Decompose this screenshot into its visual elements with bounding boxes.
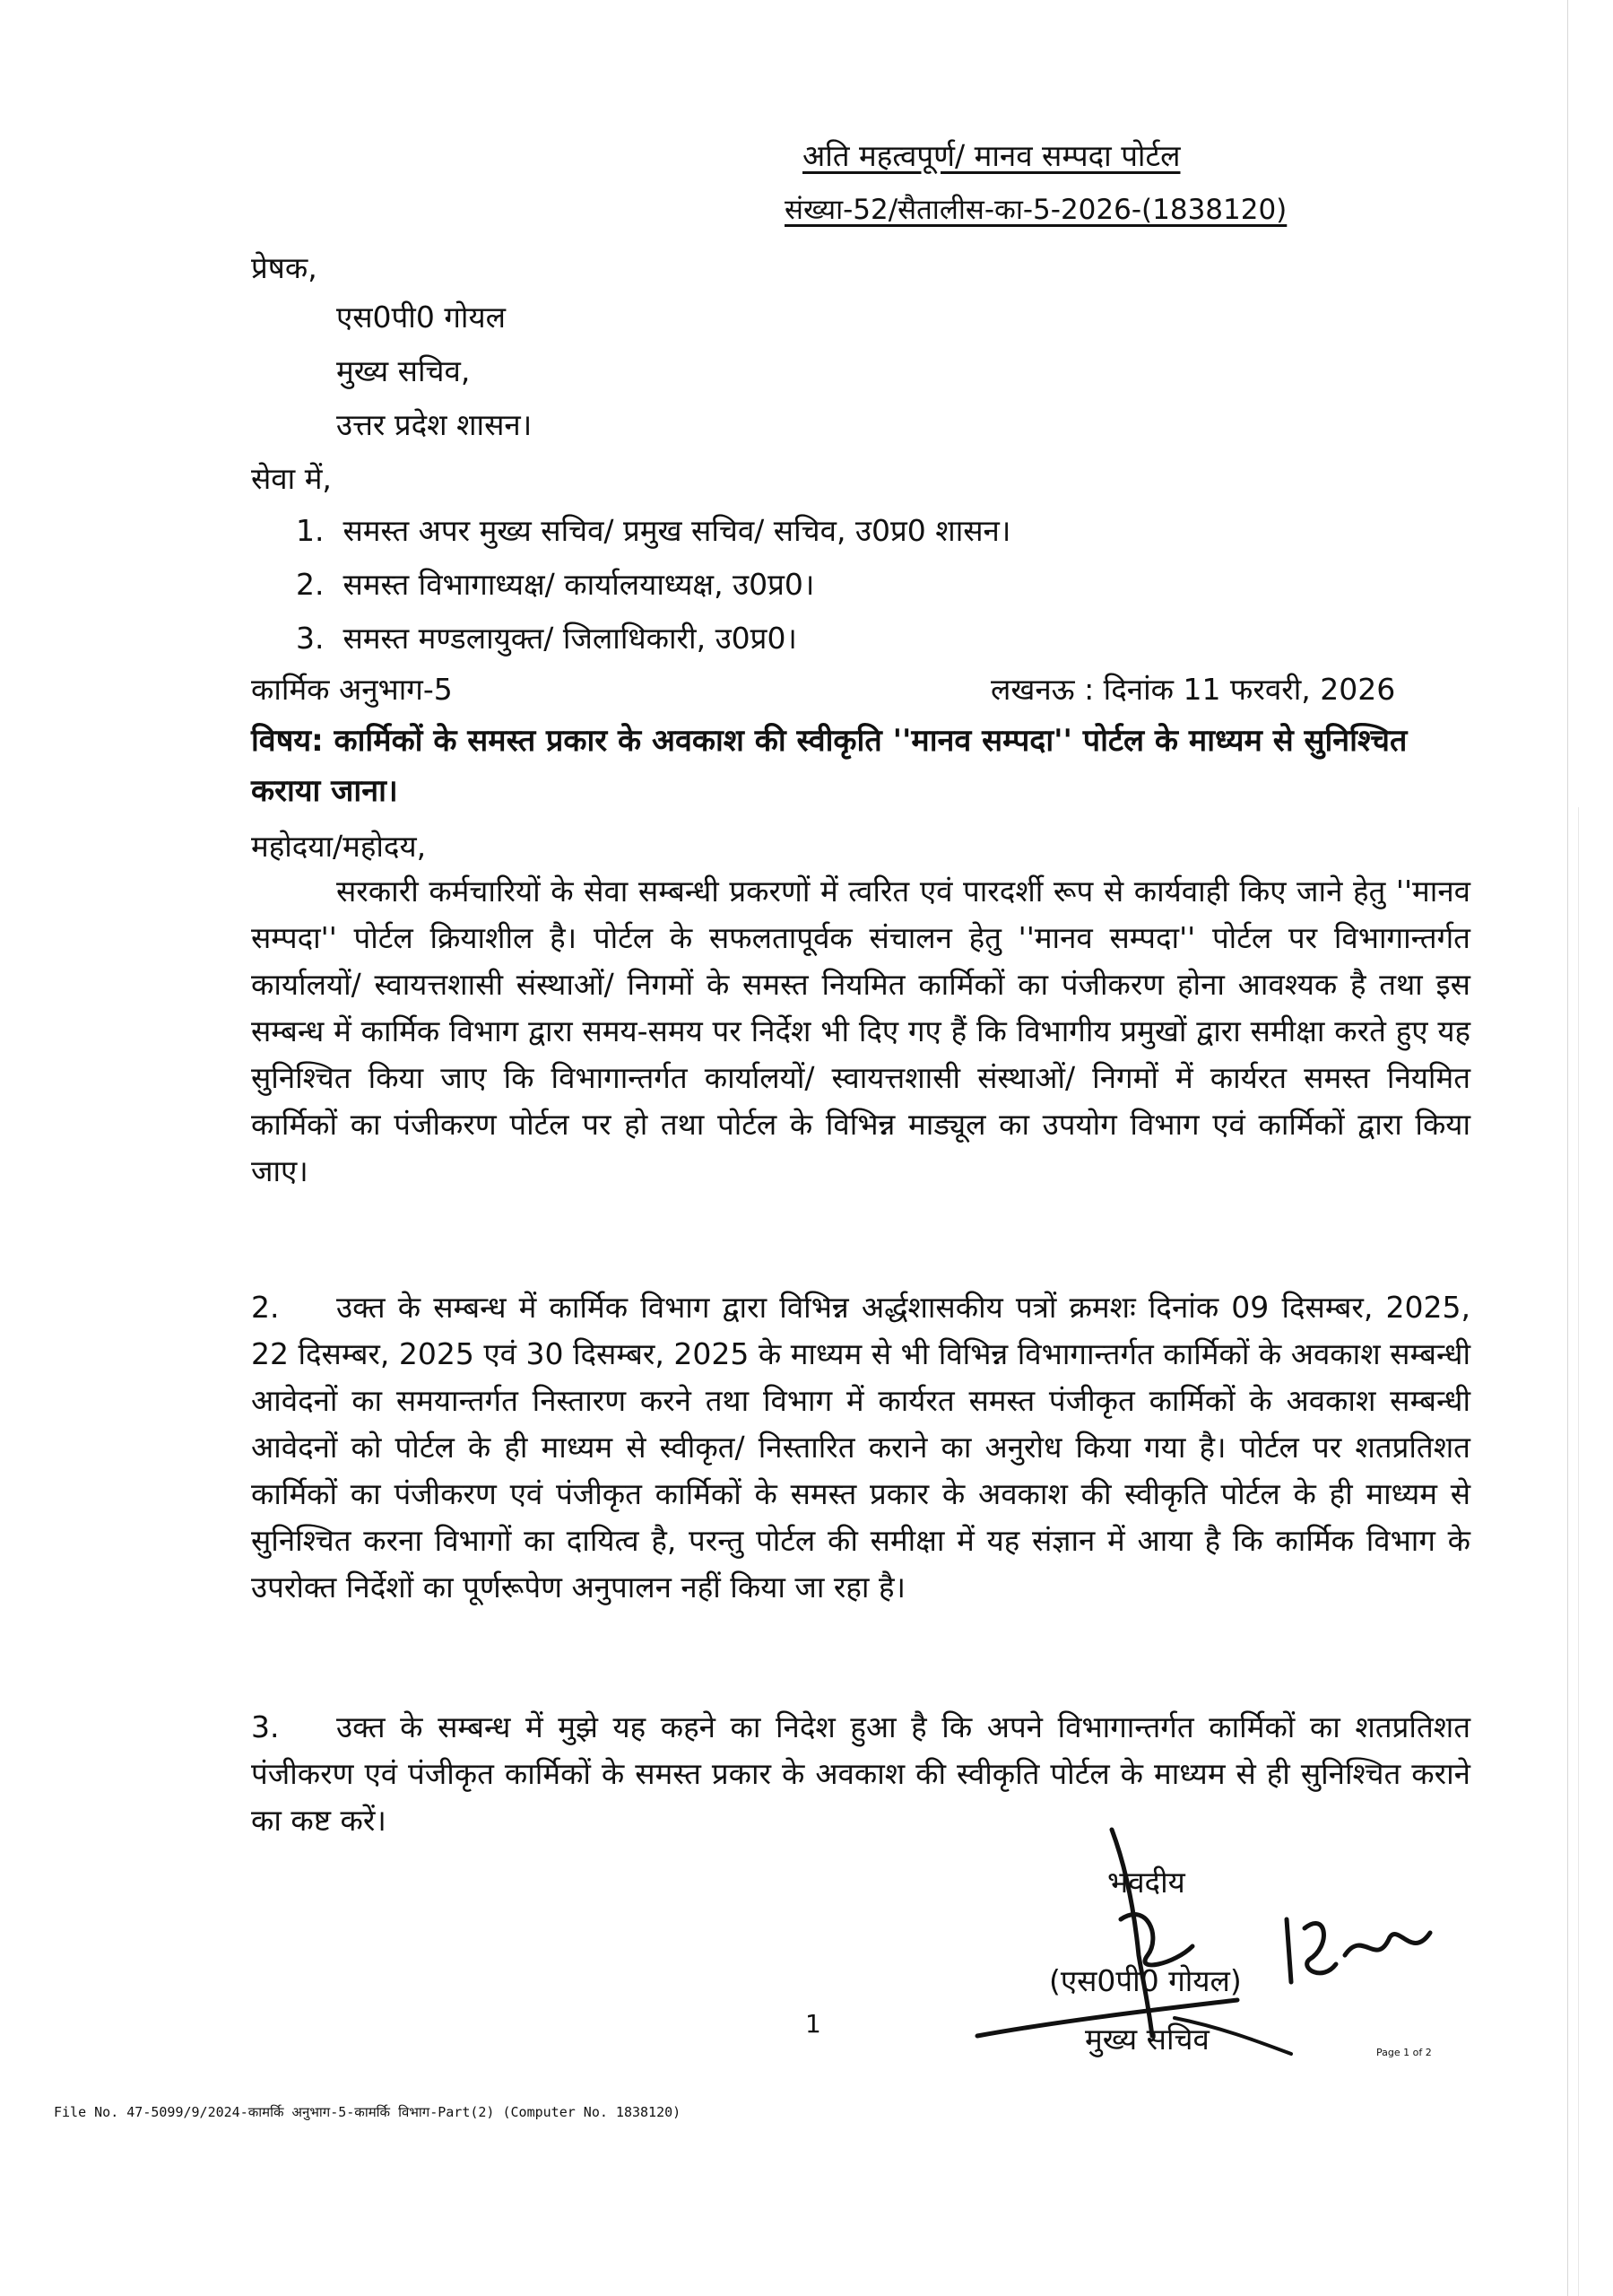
file-footer: File No. 47-5099/9/2024-कामर्कि अनुभाग-5-कामर्कि विभाग-Part(2) (Computer No. 1838120) — [54, 2104, 681, 2120]
header-priority-line: अति महत्वपूर्ण/ मानव सम्पदा पोर्टल — [802, 138, 1181, 173]
paragraph-text: उक्त के सम्बन्ध में कार्मिक विभाग द्वारा विभिन्न अर्द्धशासकीय पत्रों क्रमशः दिनांक 09 दिसम्बर, 2025, 22 दिसम्बर, 2025 एवं 30 दिसम्बर, 2025 के माध्यम से भी विभिन्न विभागान्तर्गत कार्मिकों के अवकाश सम्बन्धी आवेदनों का समयान्तर्गत निस्तारण करने तथा विभाग में कार्यरत समस्त पंजीकृत कार्मिकों के अवकाश सम्बन्धी आवेदनों को पोर्टल के ही माध्यम से स्वीकृत/ निस्तारित कराने का अनुरोध किया गया है। पोर्टल पर शतप्रतिशत कार्मिकों का पंजीकरण एवं पंजीकृत कार्मिकों के समस्त प्रकार के अवकाश की स्वीकृति पोर्टल के ही माध्यम से सुनिश्चित करना विभागों का दायित्व है, परन्तु पोर्टल की समीक्षा में यह संज्ञान में आया है कि कार्मिक विभाग के उपरोक्त निर्देशों का पूर्णरूपेण अनुपालन नहीं किया जा रहा है। — [251, 1290, 1470, 1605]
place-date: लखनऊ : दिनांक 11 फरवरी, 2026 — [991, 672, 1396, 707]
paragraph-text: सरकारी कर्मचारियों के सेवा सम्बन्धी प्रकरणों में त्वरित एवं पारदर्शी रूप से कार्यवाही किए जाने हेतु ''मानव सम्पदा'' पोर्टल क्रियाशील है। पोर्टल के सफलतापूर्वक संचालन हेतु ''मानव सम्पदा'' पोर्टल पर विभागान्तर्गत कार्यालयों/ स्वायत्तशासी संस्थाओं/ निगमों के समस्त नियमित कार्मिकों का पंजीकरण होना आवश्यक है तथा इस सम्बन्ध में कार्मिक विभाग द्वारा समय-समय पर निर्देश भी दिए गए हैं कि विभागीय प्रमुखों द्वारा समीक्षा करते हुए यह सुनिश्चित किया जाए कि विभागान्तर्गत कार्यालयों/ स्वायत्तशासी संस्थाओं/ निगमों में कार्यरत समस्त नियमित कार्मिकों का पंजीकरण पोर्टल पर हो तथा पोर्टल के विभिन्न माड्यूल का उपयोग विभाग एवं कार्मिकों द्वारा किया जाए। — [251, 874, 1470, 1188]
scan-edge-line — [1578, 807, 1579, 2296]
signatory-name: (एस0पी0 गोयल) — [1049, 1963, 1242, 1998]
signature-closing: भवदीय — [1107, 1865, 1185, 1900]
sender-office: उत्तर प्रदेश शासन। — [336, 407, 533, 442]
sender-designation: मुख्य सचिव, — [336, 353, 471, 388]
recipients-label: सेवा में, — [251, 461, 332, 496]
recipient-item: 2. समस्त विभागाध्यक्ष/ कार्यालयाध्यक्ष, उ0प्र0। — [296, 567, 815, 602]
scan-edge-line — [1567, 0, 1568, 2296]
paragraph-number: 2. — [251, 1290, 280, 1325]
body-paragraph-2 — [251, 1284, 1470, 1611]
page-stamp: Page 1 of 2 — [1376, 2047, 1432, 2058]
subject-line: विषय: कार्मिकों के समस्त प्रकार के अवकाश की स्वीकृति ''मानव सम्पदा'' पोर्टल के माध्यम से सुनिश्चित कराया जाना। — [251, 723, 1408, 809]
salutation: महोदया/महोदय, — [251, 829, 427, 864]
section-name: कार्मिक अनुभाग-5 — [251, 672, 453, 707]
recipient-item: 3. समस्त मण्डलायुक्त/ जिलाधिकारी, उ0प्र0। — [296, 621, 797, 656]
header-reference-number: संख्या-52/सैतालीस-का-5-2026-(1838120) — [785, 194, 1288, 226]
paragraph-number: 3. — [251, 1709, 280, 1744]
sender-name: एस0पी0 गोयल — [336, 300, 506, 335]
page-number: 1 — [805, 2009, 821, 2039]
body-paragraph-1 — [251, 868, 1470, 1195]
recipient-item: 1. समस्त अपर मुख्य सचिव/ प्रमुख सचिव/ सचिव, उ0प्र0 शासन। — [296, 513, 1011, 548]
sender-label: प्रेषक, — [251, 250, 317, 285]
signatory-designation: मुख्य सचिव — [1085, 2022, 1210, 2057]
paragraph-text: उक्त के सम्बन्ध में मुझे यह कहने का निदेश हुआ है कि अपने विभागान्तर्गत कार्मिकों का शतप्रतिशत पंजीकरण एवं पंजीकृत कार्मिकों के समस्त प्रकार के अवकाश की स्वीकृति पोर्टल के माध्यम से ही सुनिश्चित कराने का कष्ट करें। — [251, 1709, 1470, 1838]
